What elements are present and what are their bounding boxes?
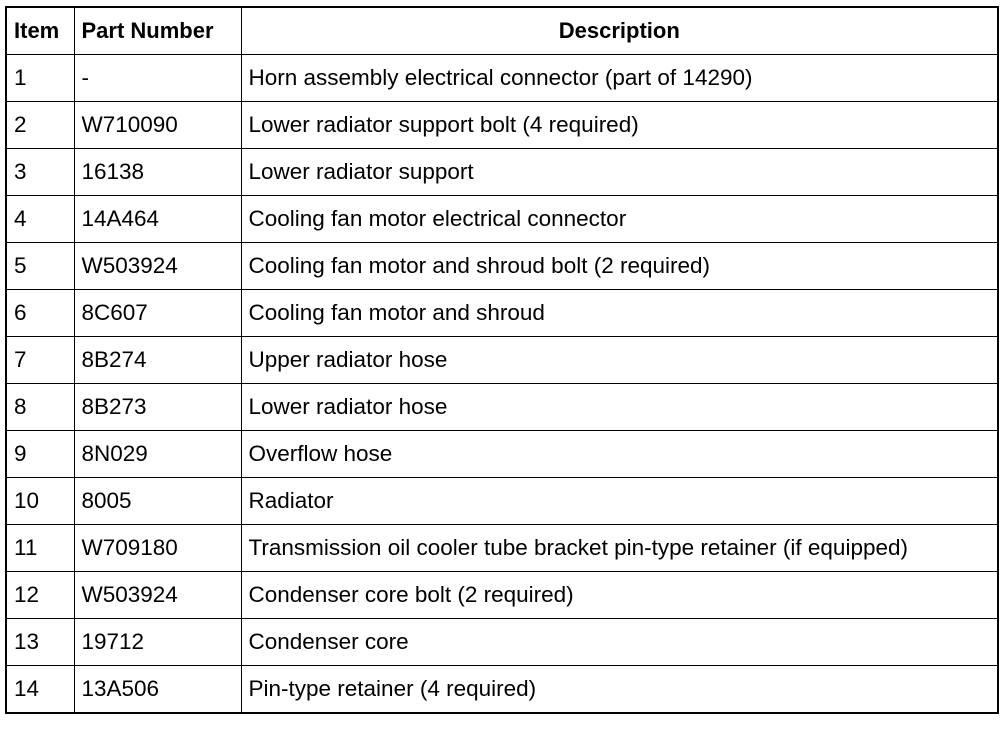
description-cell: Lower radiator hose [241,384,998,431]
description-cell: Overflow hose [241,431,998,478]
description-cell: Pin-type retainer (4 required) [241,666,998,714]
description-cell: Cooling fan motor and shroud bolt (2 required) [241,243,998,290]
table-row [6,478,998,525]
header-description: Description [241,7,998,55]
table-row [6,243,998,290]
table-row [6,384,998,431]
item-cell: 7 [6,337,74,384]
description-cell: Cooling fan motor and shroud [241,290,998,337]
item-cell: 11 [6,525,74,572]
item-cell: 10 [6,478,74,525]
part-number-cell: 19712 [74,619,241,666]
description-cell: Horn assembly electrical connector (part of 14290) [241,55,998,102]
description-cell: Radiator [241,478,998,525]
table-body [6,55,998,714]
part-number-cell: 8B273 [74,384,241,431]
part-number-cell: 8005 [74,478,241,525]
description-cell: Condenser core [241,619,998,666]
part-number-cell: W503924 [74,572,241,619]
description-cell: Upper radiator hose [241,337,998,384]
item-cell: 4 [6,196,74,243]
table-header [6,7,998,55]
table-row [6,431,998,478]
header-item: Item [6,7,74,55]
table-row [6,666,998,714]
description-cell: Lower radiator support [241,149,998,196]
part-number-cell: 14A464 [74,196,241,243]
part-number-cell: - [74,55,241,102]
description-cell: Lower radiator support bolt (4 required) [241,102,998,149]
parts-table [5,6,999,714]
table-row [6,55,998,102]
part-number-cell: 8N029 [74,431,241,478]
item-cell: 5 [6,243,74,290]
part-number-cell: W709180 [74,525,241,572]
part-number-cell: W503924 [74,243,241,290]
table-row [6,572,998,619]
header-row [6,7,998,55]
part-number-cell: 8C607 [74,290,241,337]
part-number-cell: 13A506 [74,666,241,714]
table-row [6,102,998,149]
item-cell: 14 [6,666,74,714]
item-cell: 1 [6,55,74,102]
item-cell: 2 [6,102,74,149]
part-number-cell: W710090 [74,102,241,149]
header-part-number: Part Number [74,7,241,55]
description-cell: Condenser core bolt (2 required) [241,572,998,619]
item-cell: 6 [6,290,74,337]
part-number-cell: 8B274 [74,337,241,384]
table-row [6,337,998,384]
description-cell: Cooling fan motor electrical connector [241,196,998,243]
table-row [6,525,998,572]
item-cell: 12 [6,572,74,619]
item-cell: 3 [6,149,74,196]
item-cell: 9 [6,431,74,478]
table-row [6,149,998,196]
table-row [6,290,998,337]
item-cell: 13 [6,619,74,666]
table-row [6,196,998,243]
table-row [6,619,998,666]
part-number-cell: 16138 [74,149,241,196]
item-cell: 8 [6,384,74,431]
description-cell: Transmission oil cooler tube bracket pin-type retainer (if equipped) [241,525,998,572]
